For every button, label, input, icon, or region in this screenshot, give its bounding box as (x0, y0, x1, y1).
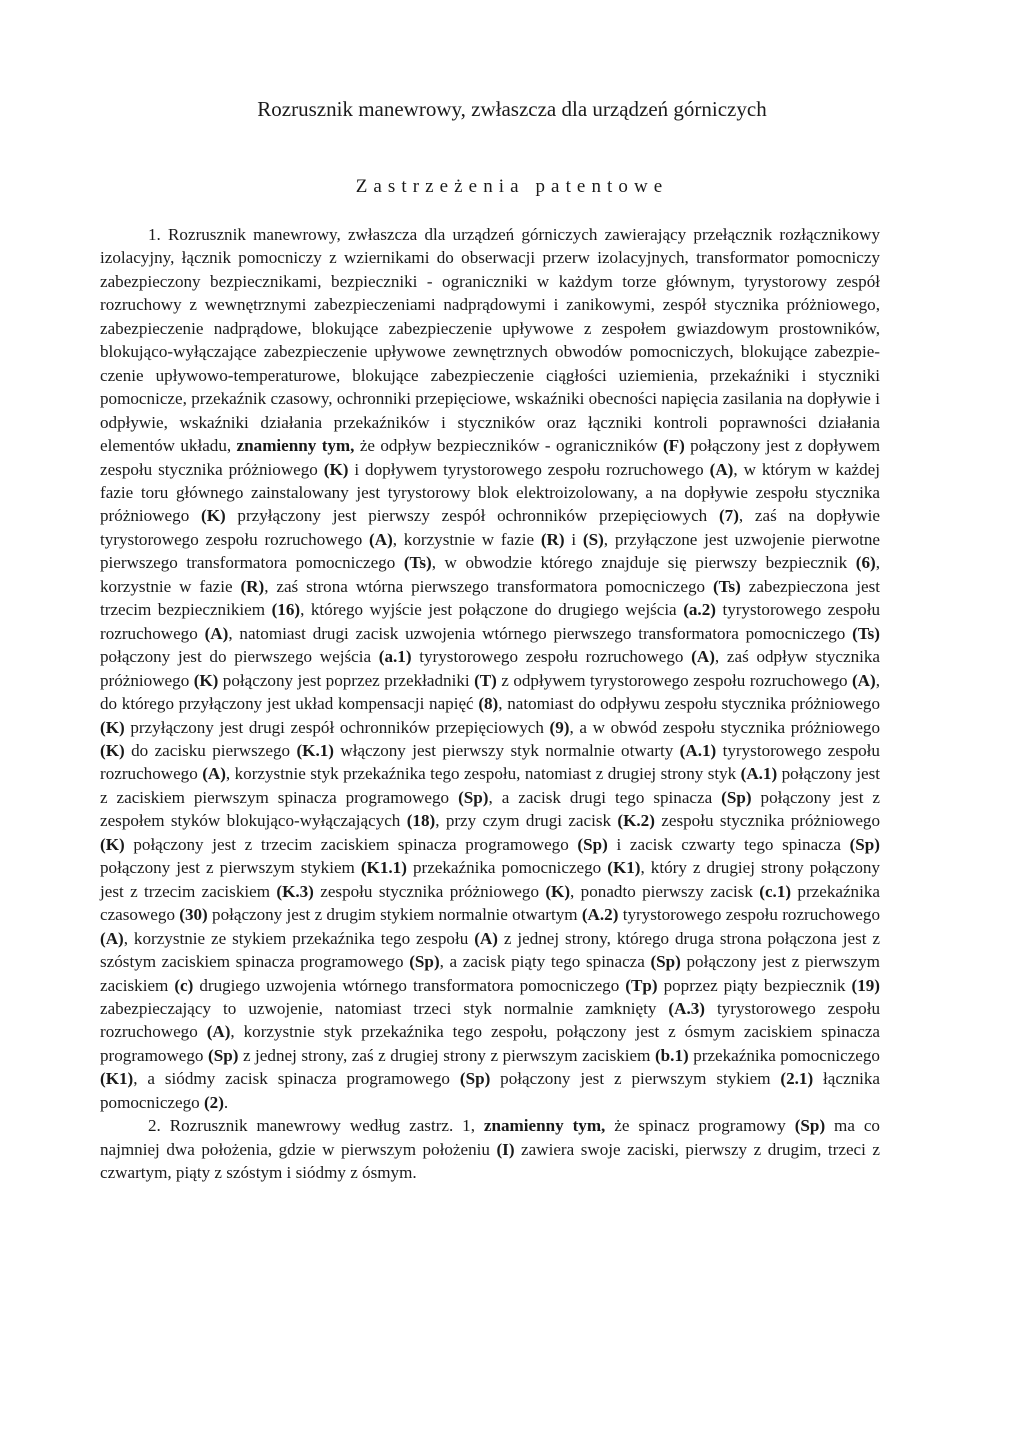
claim-text: , do którego przyłączony jest układ kompensacji napięć (100, 670, 880, 714)
claim-bold-text: (K) (201, 506, 226, 526)
claim-text: tyrystorowego zespołu rozruchowego (100, 998, 880, 1042)
claim-text: , którego wyjście jest połączone do drugiego wejścia (300, 600, 684, 620)
claim-bold-text: (K.1) (296, 740, 334, 760)
claim-text: połączony jest z pierwszym stykiem (490, 1069, 781, 1089)
claim-bold-text: (K) (193, 670, 219, 690)
claim-bold-text: (18) (406, 811, 436, 831)
claim-bold-text: (A.2) (581, 905, 619, 925)
claim-text: przyłączony jest drugi zespół ochronników przepięciowych (124, 717, 550, 737)
claim-bold-text: (A) (206, 1022, 231, 1042)
claim-text: , korzystnie styk przekaźnika tego zespołu, połączony jest z ósmym zaciskiem spinacza programowego (100, 1022, 880, 1065)
claim-bold-text: (F) (662, 436, 685, 456)
claim-bold-text: (R) (540, 529, 565, 549)
claim-bold-text: (K1) (100, 1069, 134, 1089)
claim-bold-text: znamienny tym, (236, 436, 355, 456)
claim-text: z jednej strony, którego druga strona połączona jest z szóstym zaciskiem spinacza programowego (100, 928, 880, 972)
claim-bold-text: (A.1) (740, 764, 778, 784)
claim-bold-text: (c) (174, 975, 194, 995)
claim-text: tyrystorowego zespołu rozruchowego (618, 905, 880, 925)
claim-text: połączony jest poprzez przekładniki (218, 670, 475, 690)
claim-text: . (223, 1092, 229, 1112)
claim-bold-text: (Ts) (852, 623, 880, 643)
claim-text: zawiera swoje zaciski, pierwszy z drugim, trzeci z czwartym, piąty z szóstym i siódmy z ósmym. (100, 1139, 880, 1183)
claim-bold-text: (A) (202, 764, 226, 784)
claim-bold-text: (K) (100, 740, 125, 760)
claim-bold-text: (a.2) (683, 600, 716, 620)
claim-text: , a siódmy zacisk spinacza programowego (133, 1069, 460, 1089)
claim-text: zabezpieczona jest trzecim bezpiecznikiem (100, 576, 880, 620)
claim-text: do zacisku pierwszego (124, 740, 297, 760)
claim-paragraph (100, 223, 880, 1114)
claim-text: i (564, 529, 583, 549)
claim-bold-text: znamienny tym, (483, 1116, 606, 1136)
claim-bold-text: (Sp) (721, 787, 752, 807)
claim-text: , w obwodzie którego znajduje się pierwszy bezpiecznik (431, 553, 856, 573)
claim-bold-text: (K) (545, 881, 571, 901)
claim-bold-text: (K1.1) (360, 858, 407, 878)
claim-bold-text: (Sp) (849, 834, 880, 854)
claim-text: i zacisk czwarty tego spinacza (607, 834, 850, 854)
claim-text: , a zacisk piąty tego spinacza (439, 952, 651, 972)
claim-bold-text: (Sp) (208, 1045, 239, 1065)
claim-text: , ponadto pierwszy zacisk (570, 881, 760, 901)
claim-text: , natomiast do odpływu zespołu stycznika próżniowego (498, 694, 880, 714)
claim-bold-text: (2) (203, 1092, 224, 1112)
claim-bold-text: (Tp) (625, 975, 658, 995)
document-title: Rozrusznik manewrowy, zwłaszcza dla urządzeń górniczych (257, 97, 767, 121)
claim-bold-text: (S) (582, 529, 604, 549)
claim-bold-text: (b.1) (654, 1045, 689, 1065)
claim-bold-text: (I) (496, 1139, 515, 1159)
claim-bold-text: (A) (851, 670, 876, 690)
claim-text: tyrystorowego zespołu rozruchowego (100, 740, 880, 784)
claim-text: , korzystnie w fazie (392, 529, 541, 549)
claim-text: , przy czym drugi zacisk (435, 811, 618, 831)
claim-text: z jednej strony, zaś z drugiej strony z pierwszym zaciskiem (238, 1045, 655, 1065)
claim-bold-text: (Ts) (403, 553, 432, 573)
claim-bold-text: (A) (204, 623, 229, 643)
claim-bold-text: (A) (369, 529, 393, 549)
claim-text: zabezpieczający to uzwojenie, natomiast trzeci styk normalnie zamknięty (100, 998, 669, 1018)
claim-paragraph (100, 1114, 880, 1184)
claim-bold-text: (A) (691, 647, 715, 667)
claim-text: , przyłączone jest uzwojenie pierwotne pierwszego transformatora pomocniczego (100, 529, 881, 573)
claim-text: , a zacisk drugi tego spinacza (488, 787, 722, 807)
claim-bold-text: (A.1) (679, 740, 717, 760)
claim-text: , zaś strona wtórna pierwszego transformatora pomocniczego (264, 576, 713, 596)
claim-bold-text: (9) (549, 717, 570, 737)
claim-text: że spinacz programowy (605, 1116, 795, 1136)
claim-text: i dopływem tyrystorowego zespołu rozruchowego (348, 459, 710, 479)
claim-text: , korzystnie w fazie (100, 553, 880, 596)
claim-text: połączony jest z zaciskiem pierwszym spinacza programowego (100, 764, 880, 807)
claim-bold-text: (Sp) (650, 952, 681, 972)
claim-text: połączony jest z pierwszym zaciskiem (100, 952, 880, 995)
claim-text: ma co najmniej dwa położenia, gdzie w pierwszym położeniu (100, 1116, 880, 1159)
claim-text: 2. Rozrusznik manewrowy według zastrz. 1, (148, 1116, 484, 1136)
claim-text: , a w obwód zespołu stycznika próżniowego (569, 717, 880, 737)
claim-bold-text: (a.1) (378, 647, 412, 667)
claim-text: przekaźnika pomocniczego (688, 1045, 880, 1065)
claim-bold-text: (6) (855, 553, 876, 573)
claim-bold-text: (2.1) (780, 1069, 814, 1089)
claim-text: połączony jest do pierwszego wejścia (100, 647, 379, 667)
claim-bold-text: (K) (323, 459, 349, 479)
claim-text: przekaźnika czasowego (100, 881, 880, 925)
claim-text: połączony jest z drugim stykiem normalnie otwartym (207, 905, 582, 925)
claim-text: że odpływ bezpieczników - ograniczników (354, 436, 663, 456)
claim-text: połączony jest z pierwszym stykiem (100, 858, 361, 878)
claim-text: , natomiast drugi zacisk uzwojenia wtórnego pierwszego transformatora pomocniczego (228, 623, 853, 643)
claim-bold-text: (Sp) (794, 1116, 826, 1136)
claim-bold-text: (K.2) (617, 811, 655, 831)
claim-bold-text: (A) (100, 928, 124, 948)
claim-text: zespołu stycznika próżniowego (313, 881, 546, 901)
claim-text: tyrystorowego zespołu rozruchowego (411, 647, 692, 667)
claim-text: drugiego uzwojenia wtórnego transformatora pomocniczego (193, 975, 626, 995)
claim-bold-text: (30) (179, 905, 208, 925)
claim-text: poprzez piąty bezpiecznik (657, 975, 852, 995)
claim-text: połączony jest z trzecim zaciskiem spinacza programowego (124, 834, 578, 854)
claim-bold-text: (K) (100, 834, 125, 854)
claim-text: przekaźnika pomocniczego (406, 858, 608, 878)
claim-text: , zaś odpływ stycznika próżniowego (100, 647, 880, 690)
claim-bold-text: (Sp) (459, 1069, 491, 1089)
section-heading: Zastrzeżenia patentowe (355, 176, 669, 197)
claim-text: tyrystorowego zespołu rozruchowego (100, 600, 880, 643)
claim-text: łącznika pomocniczego (100, 1069, 880, 1112)
claim-text: zespołu stycznika próżniowego (654, 811, 881, 831)
claim-bold-text: (A) (474, 928, 498, 948)
claim-bold-text: (7) (718, 506, 739, 526)
claim-bold-text: (c.1) (759, 881, 792, 901)
claim-bold-text: (R) (240, 576, 265, 596)
claim-text: , korzystnie ze stykiem przekaźnika tego zespołu (123, 928, 475, 948)
claim-bold-text: (Sp) (577, 834, 608, 854)
claim-bold-text: (Sp) (458, 787, 489, 807)
claim-text: włączony jest pierwszy styk normalnie otwarty (333, 740, 680, 760)
claim-bold-text: (Sp) (409, 952, 440, 972)
claim-bold-text: (K) (100, 717, 125, 737)
claim-bold-text: (19) (851, 975, 880, 995)
claim-bold-text: (T) (474, 670, 497, 690)
claim-text: przyłączony jest pierwszy zespół ochronników przepięciowych (225, 506, 719, 526)
claim-bold-text: (A.3) (668, 998, 705, 1018)
claim-bold-text: (K1) (607, 858, 641, 878)
claim-text: , korzystnie styk przekaźnika tego zespołu, natomiast z drugiej strony styk (225, 764, 741, 784)
claim-text: 1. Rozrusznik manewrowy, zwłaszcza dla urządzeń górniczych zawierający przełącznik rozłącznikowy izolacyjny, łącznik pomocniczy z wziernikami do obserwacji przerw izolacyjnych, transformator pomocniczy zabezpieczony bezpiecznikami, bezpieczniki - ograniczniki w każdym torze głównym, tyrystorowy zespół rozruchowy z wewnętrznymi zabezpieczeniami nadprądowymi i zanikowymi, zespół stycznika próżniowego, zabezpieczenie nadprądowe, blokujące zabezpieczenie upływowe z zespołem gwiazdowym prostowników, blokująco-wyłączające zabezpieczenie upływowe zewnętrznych obwodów pomocniczych, blokujące zabezpieczenie upływowo-temperaturowe, blokujące zabezpieczenie ciągłości uziemienia, przekaźniki i styczniki pomocnicze, przekaźnik czasowy, ochronniki przepięciowe, wskaźniki obecności napięcia zasilania na dopływie i odpływie, wskaźniki działania przekaźników i styczników oraz łączniki kontroli poprawności działania elementów układu, (100, 225, 880, 456)
claim-bold-text: (Ts) (712, 576, 741, 596)
claim-text: połączony jest z dopływem zespołu stycznika próżniowego (100, 436, 880, 479)
claim-text: z odpływem tyrystorowego zespołu rozruchowego (496, 670, 852, 690)
claim-bold-text: (16) (271, 600, 301, 620)
claim-text: , w którym w każdej fazie toru głównego zainstalowany jest tyrystorowy blok elektroizolowany, a na dopływie zespołu stycznika próżniowego (100, 459, 880, 526)
claim-bold-text: (8) (478, 694, 499, 714)
claim-bold-text: (A) (709, 459, 734, 479)
claim-text: połączony jest z zespołem styków blokująco-wyłączających (100, 787, 881, 831)
claim-text: , który z drugiej strony połączony jest z trzecim zaciskiem (100, 858, 880, 901)
claim-bold-text: (K.3) (276, 881, 314, 901)
claim-text: , zaś na dopływie tyrystorowego zespołu rozruchowego (100, 506, 881, 549)
claims-body (100, 223, 880, 1185)
